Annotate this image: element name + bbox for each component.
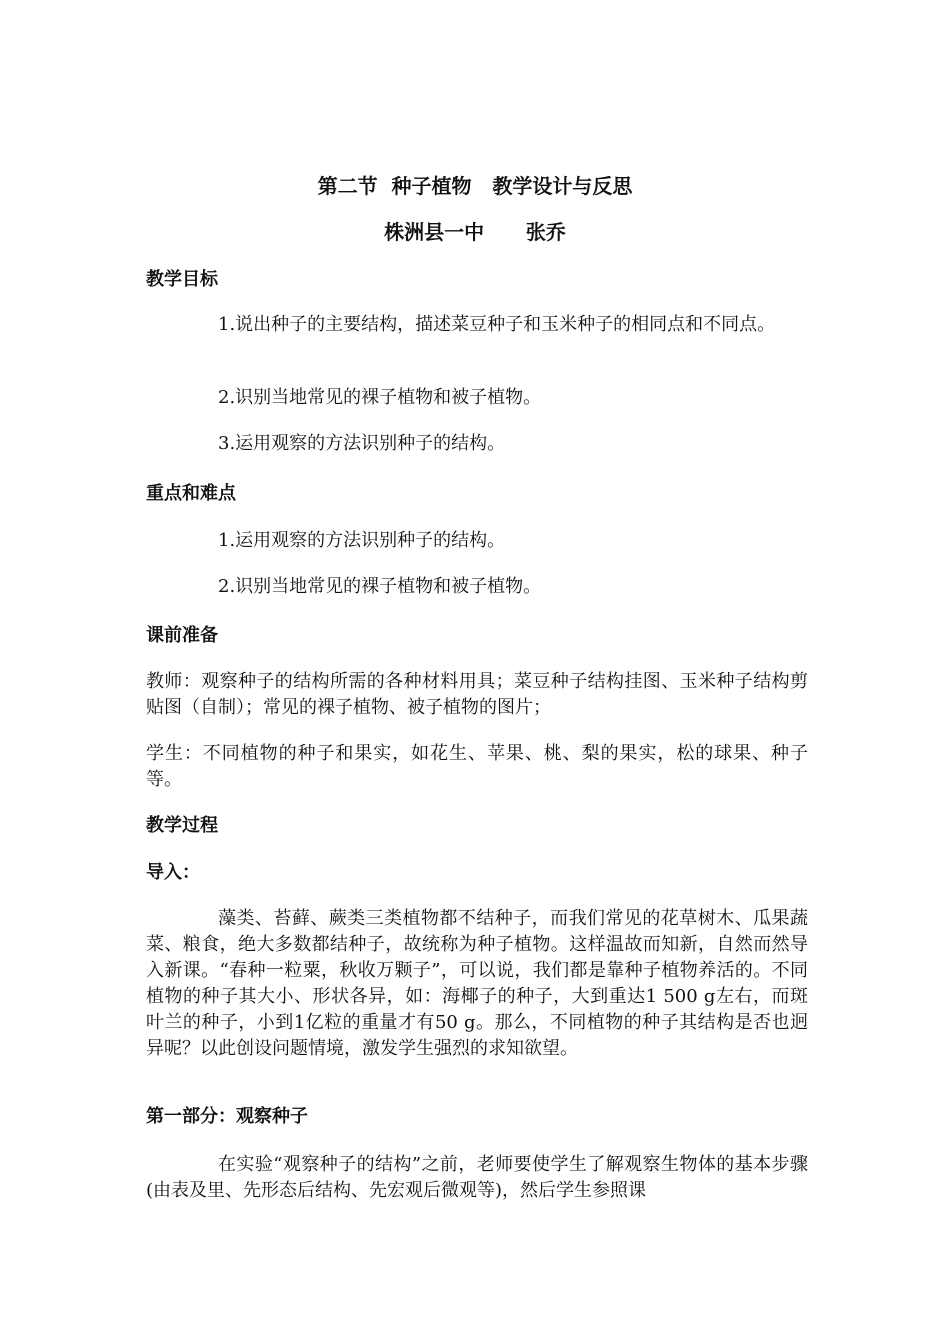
key-point-item: 2.识别当地常见的裸子植物和被子植物。 bbox=[218, 576, 542, 597]
part1-paragraph: 在实验“观察种子的结构”之前，老师要使学生了解观察生物体的基本步骤(由表及里、先形态后结构、先宏观后微观等)，然后学生参照课 bbox=[146, 1154, 808, 1201]
part1-heading: 第一部分：观察种子 bbox=[146, 1106, 308, 1127]
objective-item: 1.说出种子的主要结构，描述菜豆种子和玉米种子的相同点和不同点。 bbox=[218, 314, 776, 335]
section-heading-preparation: 课前准备 bbox=[146, 625, 218, 646]
section-heading-objectives: 教学目标 bbox=[146, 269, 218, 290]
page-title: 第二节 种子植物 教学设计与反思 bbox=[317, 174, 633, 198]
author-line: 株洲县一中 张乔 bbox=[384, 220, 566, 244]
section-heading-key-points: 重点和难点 bbox=[146, 483, 236, 504]
key-point-item: 1.运用观察的方法识别种子的结构。 bbox=[218, 530, 506, 551]
section-heading-process: 教学过程 bbox=[146, 815, 218, 836]
teacher-preparation: 教师：观察种子的结构所需的各种材料用具；菜豆种子结构挂图、玉米种子结构剪贴图（自制）；常见的裸子植物、被子植物的图片； bbox=[146, 671, 808, 718]
intro-paragraph: 藻类、苔藓、蕨类三类植物都不结种子，而我们常见的花草树木、瓜果蔬菜、粮食，绝大多数都结种子，故统称为种子植物。这样温故而知新，自然而然导入新课。“春种一粒粟，秋收万颗子”，可以说，我们都是靠种子植物养活的。不同植物的种子其大小、形状各异，如：海椰子的种子，大到重达1 500 g左右，而斑叶兰的种子，小到1亿粒的重量才有50 g。那么，不同植物的种子其结构是否也迥异呢？以此创设问题情境，激发学生强烈的求知欲望。 bbox=[146, 908, 808, 1059]
intro-heading: 导入： bbox=[146, 862, 200, 883]
student-preparation: 学生：不同植物的种子和果实，如花生、苹果、桃、梨的果实，松的球果、种子等。 bbox=[146, 743, 808, 790]
objective-item: 2.识别当地常见的裸子植物和被子植物。 bbox=[218, 387, 542, 408]
objective-item: 3.运用观察的方法识别种子的结构。 bbox=[218, 433, 506, 454]
